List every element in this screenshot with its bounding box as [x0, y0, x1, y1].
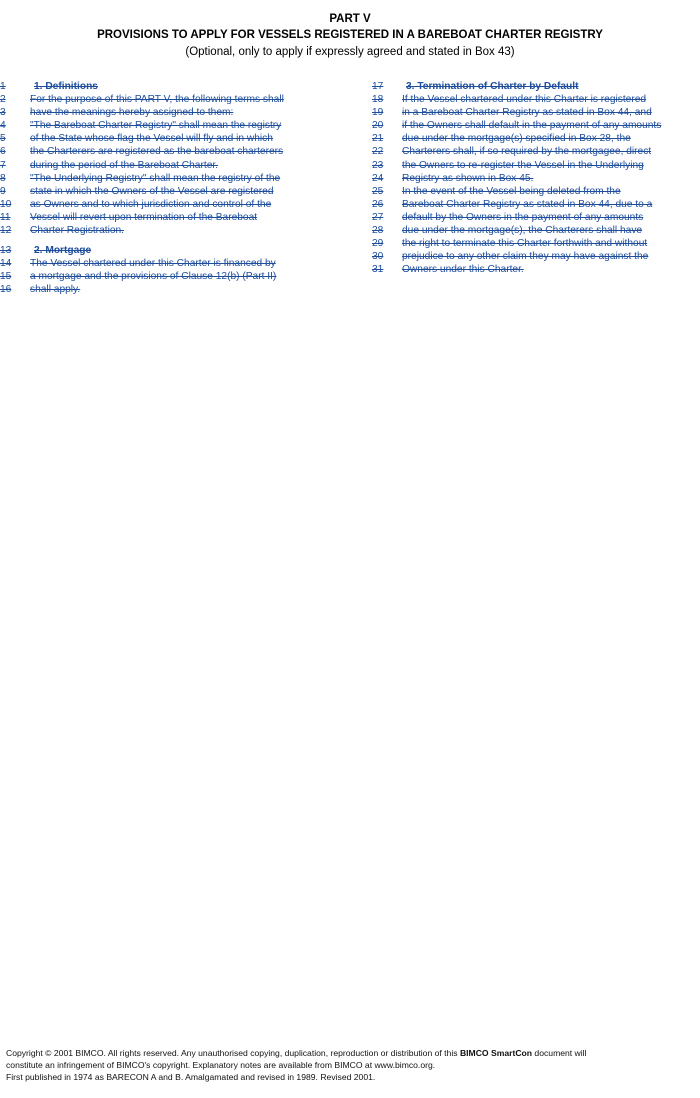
clause-heading-definitions [0, 80, 350, 93]
line-text: state in which the Owners of the Vessel are registered [30, 185, 274, 197]
line-text: The Vessel chartered under this Charter is financed by [30, 258, 276, 270]
footer-line-1 [6, 1047, 696, 1059]
clause-line [0, 270, 350, 283]
clause-line [0, 257, 350, 270]
footer-text: Copyright © 2001 BIMCO. All rights reserved. Any unauthorised copying, duplication, reproduction or distribution of this [6, 1048, 460, 1058]
line-text: 3. Termination of Charter by Default [406, 81, 579, 92]
line-text: "The Underlying Registry" shall mean the registry of the [30, 172, 281, 184]
clause-line [372, 185, 700, 198]
line-number: 15 [0, 271, 12, 283]
clause-line [0, 159, 350, 172]
line-text: Charter Registration. [30, 225, 124, 237]
footer-text: document will [532, 1048, 587, 1058]
line-text: due under the mortgage(s) specified in Box 28, the [402, 133, 631, 145]
line-number: 7 [0, 159, 6, 171]
clause-line [372, 132, 700, 145]
line-text: have the meanings hereby assigned to them: [30, 107, 234, 119]
part-title: PROVISIONS TO APPLY FOR VESSELS REGISTERED IN A BAREBOAT CHARTER REGISTRY [97, 29, 603, 41]
line-text: Owners under this Charter. [402, 264, 524, 276]
line-text: a mortgage and the provisions of Clause 12(b) (Part II) [30, 271, 277, 283]
line-text: if the Owners shall default in the payment of any amounts [402, 120, 662, 132]
line-text: the Charterers are registered as the bareboat charterers [30, 146, 284, 158]
line-number: 18 [372, 94, 384, 106]
line-text: prejudice to any other claim they may have against the [402, 251, 649, 263]
line-text: the Owners to re-register the Vessel in the Underlying [402, 159, 644, 171]
document-header [0, 12, 700, 60]
clause-line [372, 145, 700, 158]
line-text: due under the mortgage(s), the Charterers shall have [402, 225, 643, 237]
line-number: 25 [372, 185, 384, 197]
line-number: 16 [0, 284, 12, 296]
line-text: Bareboat Charter Registry as stated in Box 44, due to a [402, 198, 653, 210]
footer-line-3: First published in 1974 as BARECON A and B. Amalgamated and revised in 1989. Revised 2001. [6, 1072, 376, 1082]
line-text: For the purpose of this PART V, the following terms shall [30, 94, 284, 106]
part-heading: PART V [329, 13, 371, 25]
spacer [0, 237, 350, 244]
line-number: 29 [372, 238, 384, 250]
clause-line [0, 119, 350, 132]
line-number: 20 [372, 120, 384, 132]
line-text: default by the Owners in the payment of any amounts [402, 211, 644, 223]
line-text: Registry as shown in Box 45. [402, 172, 534, 184]
line-text: Charterers shall, if so required by the mortgagee, direct [402, 146, 652, 158]
line-text: of the State whose flag the Vessel will fly and in which [30, 133, 273, 145]
clause-line [0, 185, 350, 198]
footer-brand: BIMCO SmartCon [459, 1048, 533, 1058]
line-text: in a Bareboat Charter Registry as stated in Box 44, and [402, 107, 652, 119]
clause-line [0, 132, 350, 145]
line-number: 17 [372, 81, 384, 92]
clause-line [372, 263, 700, 276]
clause-line [0, 198, 350, 211]
clause-heading-termination [372, 80, 700, 93]
clause-line [0, 106, 350, 119]
line-number: 6 [0, 146, 6, 158]
line-text: the right to terminate this Charter forthwith and without [402, 238, 648, 250]
line-number: 28 [372, 225, 384, 237]
line-number: 9 [0, 185, 6, 197]
line-text: 1. Definitions [34, 81, 98, 92]
line-number: 3 [0, 107, 6, 119]
line-text: "The Bareboat Charter Registry" shall mean the registry [30, 120, 282, 132]
clause-line [372, 159, 700, 172]
clause-heading-mortgage [0, 244, 350, 257]
part-subtitle: (Optional, only to apply if expressly agreed and stated in Box 43) [185, 46, 515, 58]
line-number: 14 [0, 258, 12, 270]
clause-line [372, 211, 700, 224]
line-text: as Owners and to which jurisdiction and control of the [30, 198, 272, 210]
line-text: In the event of the Vessel being deleted from the [402, 185, 621, 197]
footer-line-2: constitute an infringement of BIMCO's copyright. Explanatory notes are available from BIMCO at www.bimco.org. [6, 1060, 436, 1070]
clause-line [0, 93, 350, 106]
copyright-footer [6, 1047, 696, 1083]
line-number: 30 [372, 251, 384, 263]
right-column [372, 80, 700, 276]
clause-line [0, 211, 350, 224]
clause-line [372, 224, 700, 237]
line-text: 2. Mortgage [34, 245, 92, 257]
line-number: 23 [372, 159, 384, 171]
clause-line [0, 145, 350, 158]
line-number: 27 [372, 211, 384, 223]
line-number: 31 [372, 264, 384, 276]
clause-line [372, 198, 700, 211]
clause-line [0, 172, 350, 185]
line-number: 11 [0, 211, 11, 223]
line-number: 4 [0, 120, 6, 132]
line-number: 5 [0, 133, 6, 145]
line-number: 22 [372, 146, 384, 158]
clause-line [372, 119, 700, 132]
clause-line [372, 172, 700, 185]
line-number: 12 [0, 225, 12, 237]
clause-line [372, 93, 700, 106]
clause-line [372, 250, 700, 263]
line-number: 19 [372, 107, 384, 119]
line-text: during the period of the Bareboat Charter. [30, 159, 219, 171]
left-column [0, 80, 350, 297]
line-number: 21 [372, 133, 384, 145]
line-text: If the Vessel chartered under this Charter is registered [402, 94, 647, 106]
line-number: 13 [0, 245, 12, 257]
clause-line [0, 224, 350, 237]
line-number: 26 [372, 198, 384, 210]
clause-line [0, 283, 350, 296]
line-number: 24 [372, 172, 384, 184]
clause-line [372, 106, 700, 119]
line-number: 2 [0, 94, 6, 106]
line-number: 1 [0, 81, 6, 92]
clause-line [372, 237, 700, 250]
line-number: 10 [0, 198, 12, 210]
line-number: 8 [0, 172, 6, 184]
line-text: Vessel will revert upon termination of the Bareboat [30, 211, 258, 223]
line-text: shall apply. [30, 284, 81, 296]
